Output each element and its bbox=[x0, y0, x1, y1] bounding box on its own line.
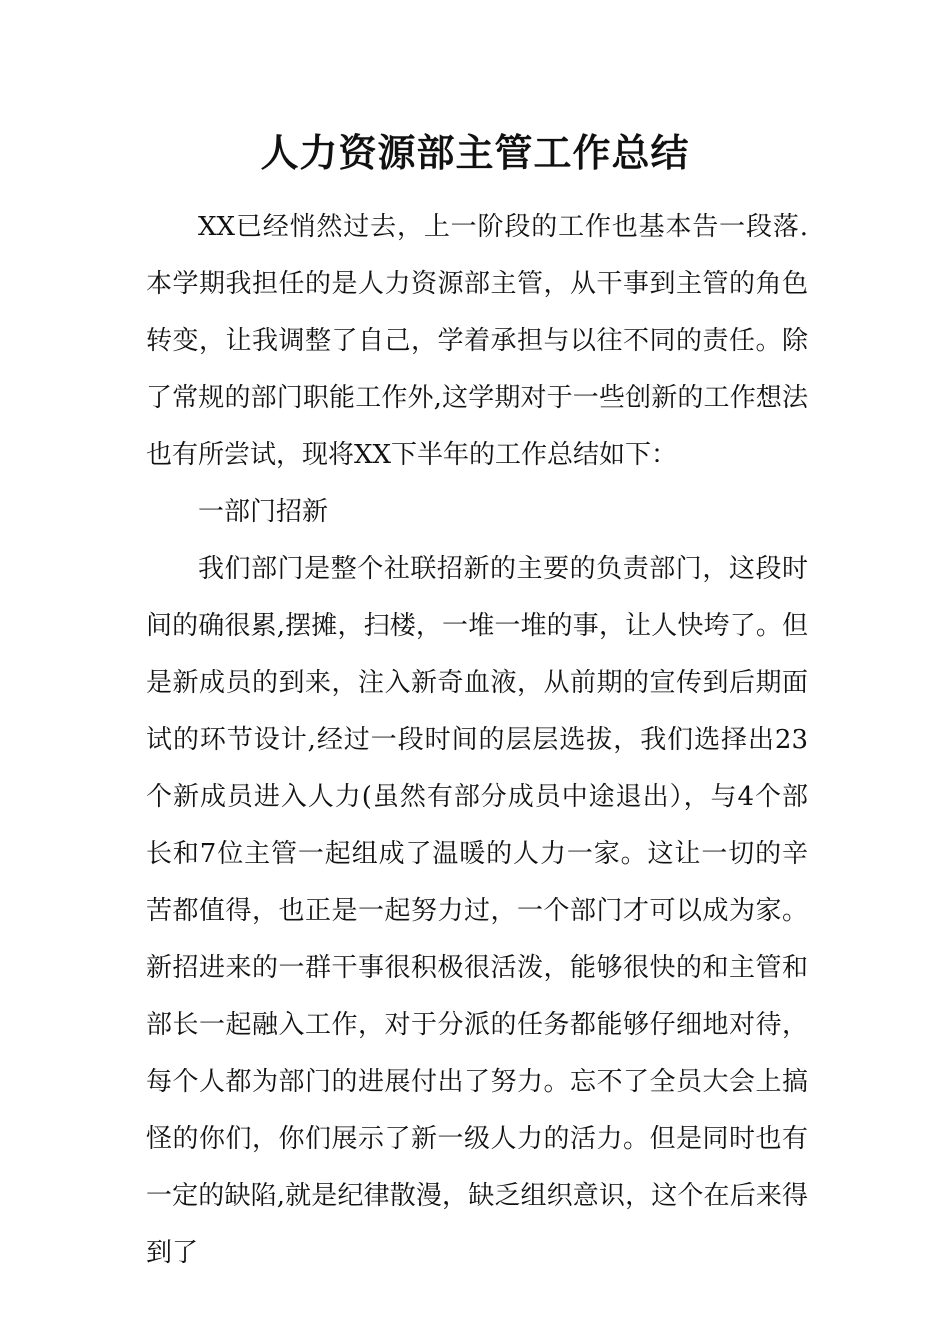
paragraph-intro: XX已经悄然过去，上一阶段的工作也基本告一段落.本学期我担任的是人力资源部主管，从干事到主管的角色转变，让我调整了自己，学着承担与以往不同的责任。除了常规的部门职能工作外,这学期对于一些创新的工作想法也有所尝试，现将XX下半年的工作总结如下： bbox=[146, 212, 808, 470]
section-heading-recruitment: 一部门招新 bbox=[198, 497, 329, 527]
document-title: 人力资源部主管工作总结 bbox=[260, 130, 690, 175]
document-body bbox=[146, 199, 808, 1282]
paragraph-recruitment: 我们部门是整个社联招新的主要的负责部门，这段时间的确很累,摆摊，扫楼，一堆一堆的事，让人快垮了。但是新成员的到来，注入新奇血液，从前期的宣传到后期面试的环节设计,经过一段时间的层层选拔，我们选择出23个新成员进入人力(虽然有部分成员中途退出），与4个部长和7位主管一起组成了温暖的人力一家。这让一切的辛苦都值得，也正是一起努力过，一个部门才可以成为家。新招进来的一群干事很积极很活泼，能够很快的和主管和部长一起融入工作，对于分派的任务都能够仔细地对待，每个人都为部门的进展付出了努力。忘不了全员大会上搞怪的你们，你们展示了新一级人力的活力。但是同时也有一定的缺陷,就是纪律散漫，缺乏组织意识，这个在后来得到了 bbox=[146, 554, 808, 1268]
